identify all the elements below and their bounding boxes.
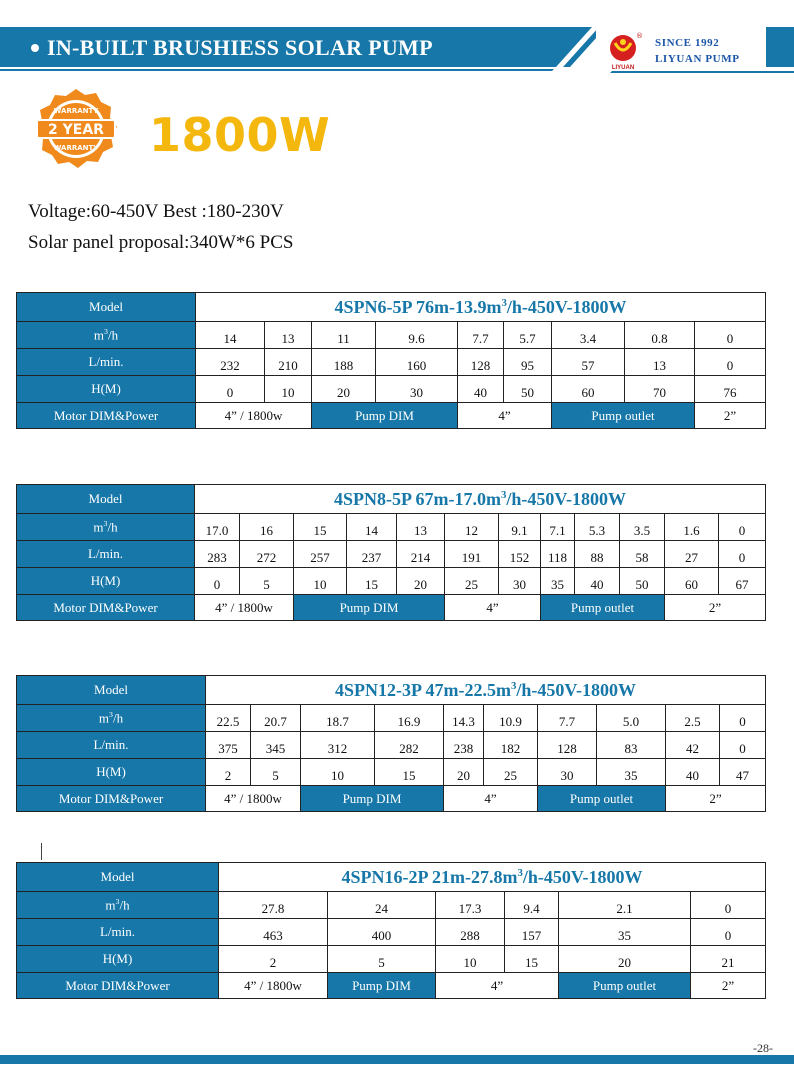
head-row (17, 759, 766, 786)
table-cell: 283 (195, 541, 240, 568)
table-cell: 9.1 (499, 514, 541, 541)
table-cell: 15 (294, 514, 347, 541)
table-cell: 50 (504, 376, 552, 403)
table-cell: 9.6 (376, 322, 458, 349)
head-label: H(M) (17, 759, 206, 786)
table-cell: 191 (445, 541, 499, 568)
table-cell: 40 (458, 376, 504, 403)
pump-table-1 (16, 292, 766, 429)
table-cell: 7.7 (458, 322, 504, 349)
pump-dim-label: Pump DIM (294, 595, 445, 621)
table-cell: 67 (719, 568, 766, 595)
flow-lmin-row (17, 349, 766, 376)
pump-outlet-label: Pump outlet (559, 973, 691, 999)
flow-lmin-label: L/min. (17, 349, 196, 376)
table-cell: 10 (294, 568, 347, 595)
pump-outlet-value: 2” (665, 595, 766, 621)
motor-row (17, 403, 766, 429)
pump-dim-value: 4” (436, 973, 559, 999)
badge-main-text: 2 YEAR (48, 122, 104, 138)
registered-mark: ® (636, 32, 643, 40)
model-title: 4SPN12-3P $47m-22.5m^3/h-450V-1800W$ (206, 676, 766, 705)
pump-outlet-label: Pump outlet (541, 595, 665, 621)
table-cell: 463 (219, 919, 328, 946)
table-cell: 282 (375, 732, 444, 759)
table-cell: 50 (620, 568, 665, 595)
table-cell: 0 (196, 376, 265, 403)
liyuan-logo-icon (604, 31, 642, 69)
head-row (17, 376, 766, 403)
table-cell: 7.7 (538, 705, 597, 732)
table-cell: 40 (575, 568, 620, 595)
pump-outlet-value: 2” (691, 973, 766, 999)
model-label: Model (17, 293, 196, 322)
table-cell: 5.0 (597, 705, 666, 732)
table-cell: 35 (597, 759, 666, 786)
table-cell: 0 (720, 705, 766, 732)
flow-lmin-label: L/min. (17, 732, 206, 759)
flow-m3h-row (17, 892, 766, 919)
model-row (17, 676, 766, 705)
table-cell: 20 (397, 568, 445, 595)
table-cell: 83 (597, 732, 666, 759)
table-cell: 15 (375, 759, 444, 786)
pump-dim-label: Pump DIM (301, 786, 444, 812)
logo-brand-text: LIYUAN (611, 65, 635, 71)
table-cell: 11 (312, 322, 376, 349)
table-cell: 2 (206, 759, 251, 786)
flow-m3h-row (17, 322, 766, 349)
page-title: IN-BUILT BRUSHIESS SOLAR PUMP (47, 35, 433, 60)
table-cell: 7.1 (541, 514, 575, 541)
pump-dim-label: Pump DIM (312, 403, 458, 429)
badge-bottom-text: WARRANTY (53, 144, 99, 152)
table-cell: 0 (720, 732, 766, 759)
flow-lmin-row (17, 919, 766, 946)
motor-value: 4” / 1800w (195, 595, 294, 621)
model-label: Model (17, 863, 219, 892)
table-cell: 0 (719, 541, 766, 568)
motor-row (17, 786, 766, 812)
head-row (17, 568, 766, 595)
pump-table-2 (16, 484, 766, 621)
table-cell: 2.5 (666, 705, 720, 732)
table-cell: 60 (665, 568, 719, 595)
flow-lmin-label: L/min. (17, 919, 219, 946)
warranty-badge (33, 88, 119, 170)
table-cell: 25 (445, 568, 499, 595)
pump-table-3 (16, 675, 766, 812)
table-cell: 128 (458, 349, 504, 376)
table-cell: 24 (328, 892, 436, 919)
table-cell: 152 (499, 541, 541, 568)
table-cell: 0 (695, 322, 766, 349)
motor-row (17, 973, 766, 999)
table-cell: 20 (559, 946, 691, 973)
table-cell: 0 (691, 892, 766, 919)
solar-panel-spec: Solar panel proposal:340W*6 PCS (28, 232, 294, 253)
table-cell: 57 (552, 349, 625, 376)
flow-m3h-label: $m^3/h$ (17, 514, 195, 541)
model-label: Model (17, 676, 206, 705)
table-cell: 60 (552, 376, 625, 403)
table-cell: 35 (541, 568, 575, 595)
divider-tick (41, 843, 42, 860)
table-cell: 210 (265, 349, 312, 376)
motor-value: 4” / 1800w (196, 403, 312, 429)
table-cell: 22.5 (206, 705, 251, 732)
flow-lmin-row (17, 732, 766, 759)
table-cell: 2 (219, 946, 328, 973)
flow-m3h-label: $m^3/h$ (17, 892, 219, 919)
table-cell: 5.3 (575, 514, 620, 541)
table-cell: 128 (538, 732, 597, 759)
flow-lmin-row (17, 541, 766, 568)
table-cell: 5.7 (504, 322, 552, 349)
table-cell: 272 (240, 541, 294, 568)
table-cell: 0 (695, 349, 766, 376)
table-cell: 0 (691, 919, 766, 946)
table-cell: 15 (505, 946, 559, 973)
table-cell: 42 (666, 732, 720, 759)
table-cell: 3.5 (620, 514, 665, 541)
table-cell: 13 (625, 349, 695, 376)
table-cell: 17.0 (195, 514, 240, 541)
table-cell: 257 (294, 541, 347, 568)
logo-company-text: LIYUAN PUMP (655, 53, 740, 65)
pump-outlet-label: Pump outlet (538, 786, 666, 812)
pump-outlet-label: Pump outlet (552, 403, 695, 429)
table-cell: 14 (196, 322, 265, 349)
table-cell: 10 (436, 946, 505, 973)
table-cell: 13 (397, 514, 445, 541)
flow-m3h-label: $m^3/h$ (17, 322, 196, 349)
table-cell: 20 (312, 376, 376, 403)
head-label: H(M) (17, 946, 219, 973)
table-cell: 20 (444, 759, 484, 786)
table-cell: 160 (376, 349, 458, 376)
power-rating: 1800W (149, 108, 331, 162)
model-label: Model (17, 485, 195, 514)
table-cell: 1.6 (665, 514, 719, 541)
table-cell: 345 (251, 732, 301, 759)
motor-label: Motor DIM&Power (17, 595, 195, 621)
voltage-spec: Voltage:60-450V Best :180-230V (28, 201, 284, 222)
table-cell: 40 (666, 759, 720, 786)
motor-value: 4” / 1800w (206, 786, 301, 812)
table-cell: 0 (195, 568, 240, 595)
pump-dim-value: 4” (458, 403, 552, 429)
table-cell: 13 (265, 322, 312, 349)
table-cell: 12 (445, 514, 499, 541)
badge-top-text: WARRANTY (53, 107, 99, 115)
table-cell: 0 (719, 514, 766, 541)
table-cell: 400 (328, 919, 436, 946)
model-row (17, 863, 766, 892)
table-cell: 10 (301, 759, 375, 786)
model-title: 4SPN6-5P $76m-13.9m^3/h-450V-1800W$ (196, 293, 766, 322)
table-cell: 16.9 (375, 705, 444, 732)
motor-label: Motor DIM&Power (17, 786, 206, 812)
table-cell: 238 (444, 732, 484, 759)
motor-value: 4” / 1800w (219, 973, 328, 999)
table-cell: 5 (240, 568, 294, 595)
table-cell: 27.8 (219, 892, 328, 919)
pump-outlet-value: 2” (695, 403, 766, 429)
table-cell: 95 (504, 349, 552, 376)
table-cell: 157 (505, 919, 559, 946)
table-cell: 288 (436, 919, 505, 946)
table-cell: 30 (499, 568, 541, 595)
table-cell: 188 (312, 349, 376, 376)
header-bullet (31, 44, 39, 52)
table-cell: 15 (347, 568, 397, 595)
table-cell: 5 (251, 759, 301, 786)
header-banner (0, 27, 794, 73)
table-cell: 76 (695, 376, 766, 403)
table-cell: 237 (347, 541, 397, 568)
model-row (17, 485, 766, 514)
table-cell: 25 (484, 759, 538, 786)
head-label: H(M) (17, 568, 195, 595)
table-cell: 30 (538, 759, 597, 786)
table-cell: 232 (196, 349, 265, 376)
page-number: -28- (753, 1041, 773, 1055)
flow-m3h-row (17, 705, 766, 732)
flow-m3h-label: $m^3/h$ (17, 705, 206, 732)
table-cell: 375 (206, 732, 251, 759)
pump-table-4 (16, 862, 766, 999)
table-cell: 14.3 (444, 705, 484, 732)
motor-label: Motor DIM&Power (17, 973, 219, 999)
model-row (17, 293, 766, 322)
flow-lmin-label: L/min. (17, 541, 195, 568)
table-cell: 14 (347, 514, 397, 541)
table-cell: 10 (265, 376, 312, 403)
table-cell: 27 (665, 541, 719, 568)
table-cell: 17.3 (436, 892, 505, 919)
table-cell: 118 (541, 541, 575, 568)
motor-label: Motor DIM&Power (17, 403, 196, 429)
table-cell: 3.4 (552, 322, 625, 349)
table-cell: 47 (720, 759, 766, 786)
table-cell: 30 (376, 376, 458, 403)
flow-m3h-row (17, 514, 766, 541)
pump-dim-label: Pump DIM (328, 973, 436, 999)
logo-since-text: SINCE 1992 (655, 37, 720, 49)
model-title: 4SPN8-5P $67m-17.0m^3/h-450V-1800W$ (195, 485, 766, 514)
motor-row (17, 595, 766, 621)
table-cell: 5 (328, 946, 436, 973)
table-cell: 0.8 (625, 322, 695, 349)
pump-dim-value: 4” (444, 786, 538, 812)
table-cell: 2.1 (559, 892, 691, 919)
table-cell: 88 (575, 541, 620, 568)
table-cell: 10.9 (484, 705, 538, 732)
table-cell: 9.4 (505, 892, 559, 919)
table-cell: 312 (301, 732, 375, 759)
table-cell: 16 (240, 514, 294, 541)
table-cell: 21 (691, 946, 766, 973)
table-cell: 182 (484, 732, 538, 759)
table-cell: 214 (397, 541, 445, 568)
table-cell: 20.7 (251, 705, 301, 732)
table-cell: 70 (625, 376, 695, 403)
pump-outlet-value: 2” (666, 786, 766, 812)
head-row (17, 946, 766, 973)
table-cell: 35 (559, 919, 691, 946)
head-label: H(M) (17, 376, 196, 403)
table-cell: 18.7 (301, 705, 375, 732)
model-title: 4SPN16-2P $21m-27.8m^3/h-450V-1800W$ (219, 863, 766, 892)
footer-bar (0, 1055, 794, 1064)
table-cell: 58 (620, 541, 665, 568)
pump-dim-value: 4” (445, 595, 541, 621)
